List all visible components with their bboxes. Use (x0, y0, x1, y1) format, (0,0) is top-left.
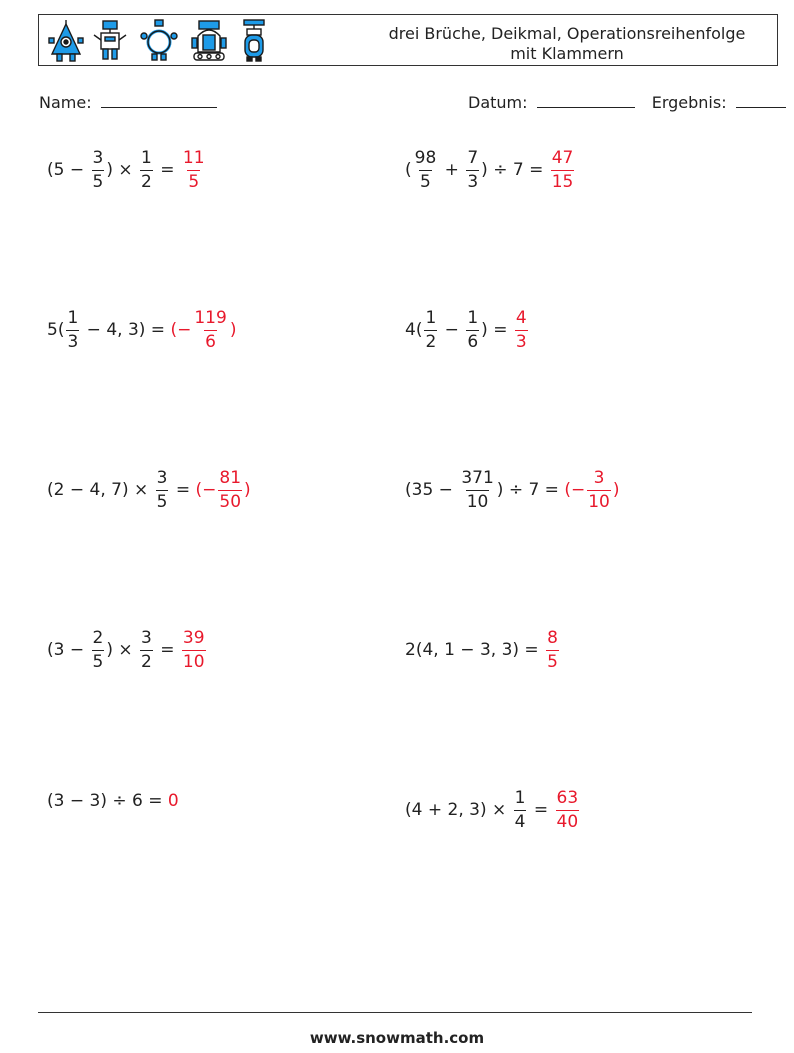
denominator: 5 (92, 651, 104, 672)
numerator: 371 (461, 467, 494, 488)
denominator: 5 (156, 491, 168, 512)
expression-text: (4 + 2, 3) × (405, 800, 512, 820)
numerator: 1 (514, 787, 526, 808)
denominator: 5 (92, 171, 104, 192)
numerator: 1 (467, 307, 479, 328)
numerator: 7 (467, 147, 479, 168)
expression-text: (35 − (405, 480, 459, 500)
robot-triangle-icon (47, 18, 85, 64)
expression-text: ) × (106, 640, 139, 660)
worksheet-title (367, 24, 767, 64)
title-line-2: mit Klammern (510, 44, 624, 63)
expression-text: (2 − 4, 7) × (47, 480, 154, 500)
answer-fraction (218, 468, 242, 513)
problem-10 (405, 784, 581, 836)
denominator: 10 (588, 491, 610, 512)
answer-fraction (193, 308, 227, 353)
denominator: 40 (556, 811, 579, 832)
date-blank[interactable] (537, 92, 635, 108)
expression-text: ) ÷ 7 = (481, 160, 549, 180)
expression-text: ) ÷ 7 = (496, 480, 565, 500)
numerator: 39 (182, 627, 205, 648)
robot-capsule-icon (239, 18, 269, 64)
denominator: 10 (182, 651, 205, 672)
fraction (466, 308, 479, 353)
expression-text: (5 − (47, 160, 90, 180)
fraction (92, 628, 105, 673)
answer-text: ) (229, 320, 237, 340)
expression-text: ) × (106, 160, 139, 180)
denominator: 5 (188, 171, 200, 192)
expression-text: 2(4, 1 − 3, 3) = (405, 640, 545, 660)
problem-5 (47, 464, 251, 516)
numerator: 1 (67, 307, 79, 328)
denominator: 6 (205, 331, 216, 352)
numerator: 81 (219, 467, 242, 488)
name-field (39, 92, 217, 112)
numerator: 3 (156, 467, 168, 488)
problem-7 (47, 624, 208, 676)
footer-divider (38, 1012, 752, 1013)
problem-6 (405, 464, 620, 516)
answer-text: (− (195, 480, 217, 500)
answer-text: (− (170, 320, 192, 340)
numerator: 11 (182, 147, 205, 168)
fraction (466, 148, 479, 193)
denominator: 3 (467, 171, 479, 192)
problem-1 (47, 144, 208, 196)
denominator: 3 (67, 331, 79, 352)
expression-text: − (439, 320, 465, 340)
expression-text: − 4, 3) = (81, 320, 171, 340)
fraction (514, 788, 527, 833)
expression-text: ( (405, 160, 412, 180)
denominator: 2 (425, 331, 437, 352)
title-line-1: drei Brüche, Deikmal, Operationsreihenfolge (388, 24, 746, 43)
problem-2 (405, 144, 576, 196)
expression-text: 5( (47, 320, 65, 340)
denominator: 6 (467, 331, 479, 352)
numerator: 47 (551, 147, 574, 168)
fraction (414, 148, 438, 193)
numerator: 3 (141, 627, 152, 648)
denominator: 5 (420, 171, 431, 192)
answer-fraction (182, 148, 206, 193)
denominator: 2 (141, 651, 152, 672)
fraction (424, 308, 437, 353)
expression-text: = (170, 480, 196, 500)
denominator: 10 (466, 491, 489, 512)
answer-text: ) (612, 480, 620, 500)
fraction (140, 628, 153, 673)
numerator: 8 (547, 627, 558, 648)
numerator: 4 (515, 307, 527, 328)
fraction (140, 148, 153, 193)
date-result-fields (468, 92, 786, 112)
expression-text: ) = (481, 320, 513, 340)
name-blank[interactable] (101, 92, 217, 108)
answer-fraction (551, 148, 575, 193)
robot-antenna-icon (91, 18, 129, 64)
robot-ring-icon (139, 18, 179, 64)
fraction (92, 148, 105, 193)
expression-text: (3 − (47, 640, 90, 660)
problem-8 (405, 624, 561, 676)
answer-fraction (515, 308, 528, 353)
answer-fraction (587, 468, 611, 513)
denominator: 15 (551, 171, 574, 192)
fraction (156, 468, 169, 513)
expression-text: = (154, 640, 180, 660)
numerator: 2 (92, 627, 104, 648)
denominator: 3 (515, 331, 527, 352)
expression-text: + (439, 160, 465, 180)
denominator: 4 (514, 811, 526, 832)
answer-text: (− (564, 480, 586, 500)
problem-4 (405, 304, 530, 356)
fraction (460, 468, 494, 513)
answer-fraction (556, 788, 580, 833)
numerator: 119 (194, 307, 227, 328)
answer-text: 0 (167, 791, 179, 811)
expression-text: = (154, 160, 180, 180)
expression-text: 4( (405, 320, 423, 340)
header-box (38, 14, 778, 66)
fraction (66, 308, 79, 353)
numerator: 63 (556, 787, 579, 808)
expression-text: = (528, 800, 554, 820)
name-label: Name: (39, 93, 92, 112)
numerator: 98 (414, 147, 437, 168)
expression-text: (3 − 3) ÷ 6 = (47, 791, 168, 811)
result-label: Ergebnis: (651, 93, 727, 112)
answer-text: ) (244, 480, 251, 500)
footer-url: www.snowmath.com (309, 1029, 485, 1047)
result-blank[interactable] (736, 92, 786, 108)
numerator: 3 (593, 467, 605, 488)
problem-9 (47, 775, 179, 827)
date-label: Datum: (468, 93, 528, 112)
denominator: 50 (219, 491, 242, 512)
numerator: 1 (141, 147, 152, 168)
numerator: 1 (425, 307, 437, 328)
numerator: 3 (92, 147, 104, 168)
denominator: 5 (547, 651, 558, 672)
robot-tank-icon (189, 18, 229, 64)
problem-3 (47, 304, 236, 356)
answer-fraction (182, 628, 206, 673)
answer-fraction (546, 628, 559, 673)
denominator: 2 (141, 171, 152, 192)
